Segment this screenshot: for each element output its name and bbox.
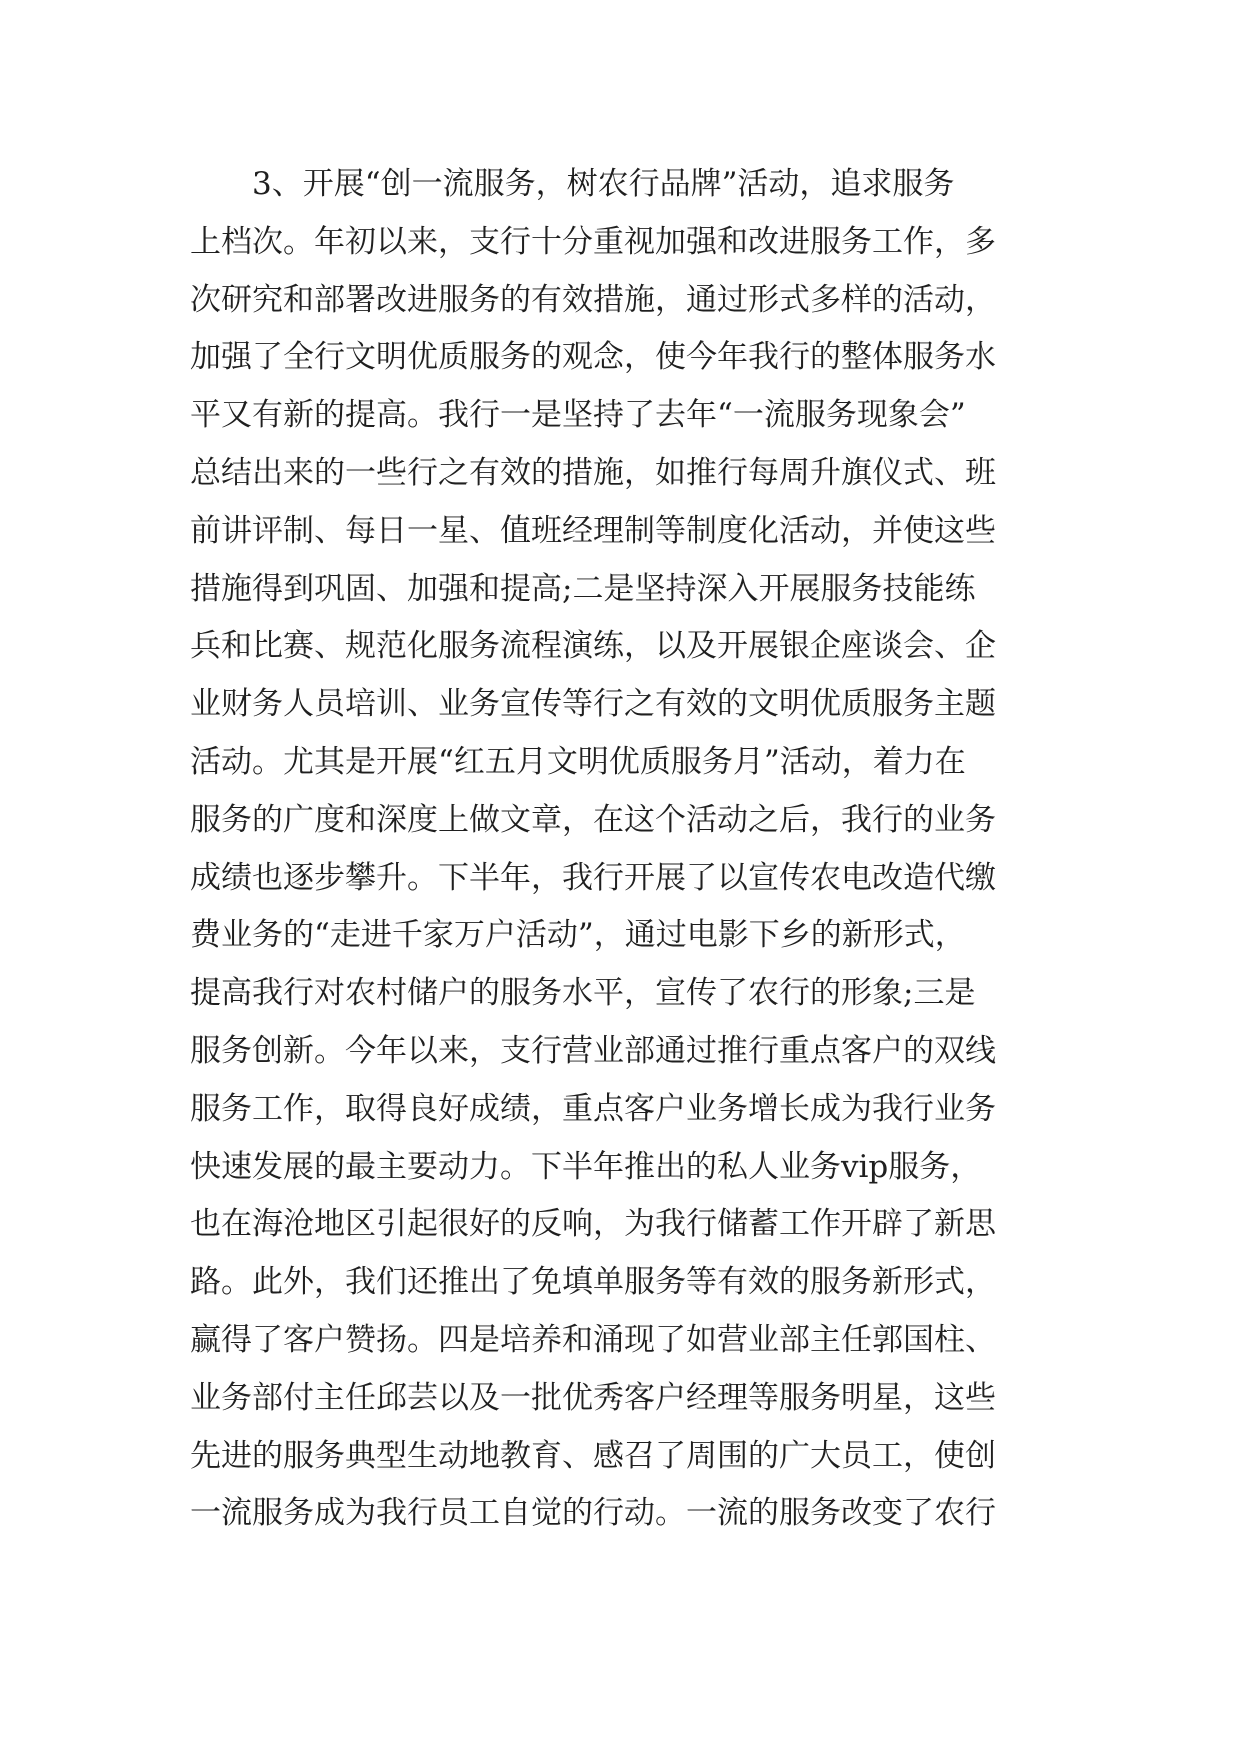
text-line: 措施得到巩固、加强和提高;二是坚持深入开展服务技能练: [190, 570, 976, 607]
text-line: 路。此外，我们还推出了免填单服务等有效的服务新形式，: [190, 1264, 996, 1301]
text-line: 平又有新的提高。我行一是坚持了去年“一流服务现象会”: [190, 397, 966, 434]
text-line: 一流服务成为我行员工自觉的行动。一流的服务改变了农行: [190, 1495, 996, 1532]
text-line: 活动。尤其是开展“红五月文明优质服务月”活动，着力在: [190, 743, 966, 780]
body-paragraph: [190, 156, 1060, 1543]
text-line: 成绩也逐步攀升。下半年，我行开展了以宣传农电改造代缴: [190, 859, 996, 896]
text-line: 也在海沧地区引起很好的反响，为我行储蓄工作开辟了新思: [190, 1206, 996, 1243]
text-line: 业务部付主任邱芸以及一批优秀客户经理等服务明星，这些: [190, 1379, 996, 1416]
text-line: 业财务人员培训、业务宣传等行之有效的文明优质服务主题: [190, 686, 996, 723]
text-line: 提高我行对农村储户的服务水平，宣传了农行的形象;三是: [190, 975, 976, 1012]
text-line: 上档次。年初以来，支行十分重视加强和改进服务工作，多: [190, 223, 996, 260]
text-line: 先进的服务典型生动地教育、感召了周围的广大员工，使创: [190, 1437, 996, 1474]
text-line: 前讲评制、每日一星、值班经理制等制度化活动，并使这些: [190, 512, 996, 549]
text-line: 总结出来的一些行之有效的措施，如推行每周升旗仪式、班: [190, 454, 996, 491]
text-line: 快速发展的最主要动力。下半年推出的私人业务vip服务，: [190, 1148, 982, 1185]
text-line: 赢得了客户赞扬。四是培养和涌现了如营业部主任郭国柱、: [190, 1321, 996, 1358]
text-line: 加强了全行文明优质服务的观念，使今年我行的整体服务水: [190, 339, 996, 376]
text-line: 3、开展“创一流服务，树农行品牌”活动，追求服务: [252, 166, 955, 202]
text-line: 服务的广度和深度上做文章，在这个活动之后，我行的业务: [190, 801, 996, 838]
text-line: 费业务的“走进千家万户活动”，通过电影下乡的新形式，: [190, 917, 966, 954]
text-line: 兵和比赛、规范化服务流程演练，以及开展银企座谈会、企: [190, 628, 996, 665]
text-line: 次研究和部署改进服务的有效措施，通过形式多样的活动，: [190, 281, 996, 318]
text-line: 服务工作，取得良好成绩，重点客户业务增长成为我行业务: [190, 1090, 996, 1127]
text-line: 服务创新。今年以来，支行营业部通过推行重点客户的双线: [190, 1032, 996, 1069]
